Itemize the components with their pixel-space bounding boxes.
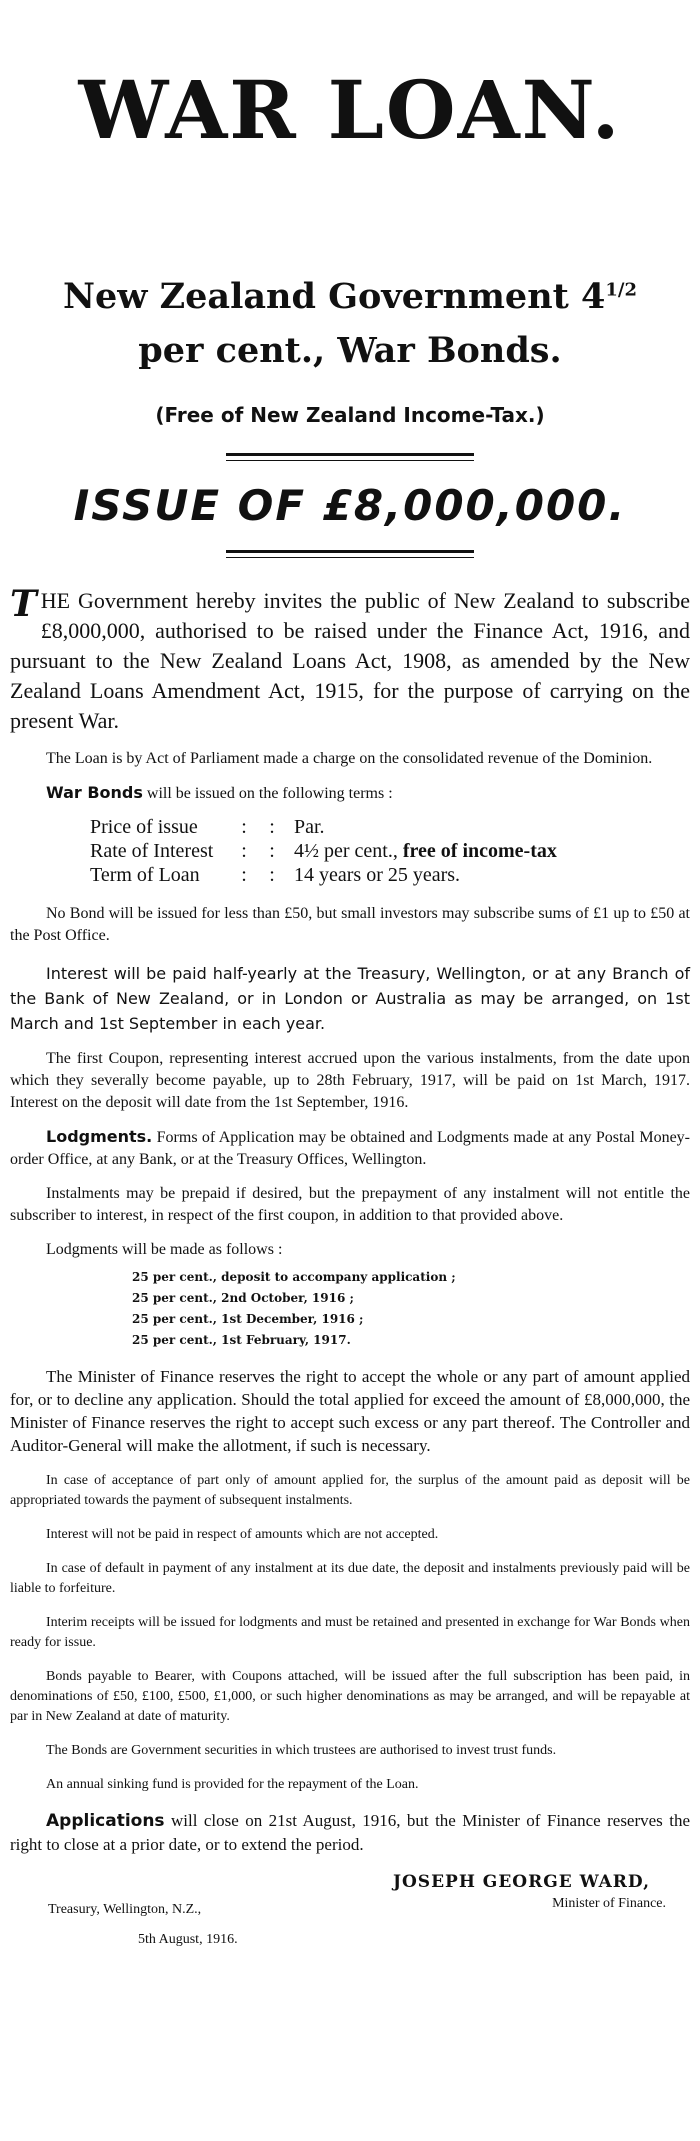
war-bonds-keyword: War Bonds bbox=[46, 782, 143, 802]
para-interest: Interest will be paid half-yearly at the Treasury, Wellington, or at any Branch of the Bank of New Zealand, or in London or Australia as may be arranged, on 1st March and 1st September in each year. bbox=[10, 963, 690, 1033]
subtitle-line2: per cent., War Bonds. bbox=[138, 330, 562, 372]
term-label: Rate of Interest bbox=[90, 839, 214, 862]
divider-top bbox=[226, 453, 474, 461]
term-row: Term of Loan : : 14 years or 25 years. bbox=[90, 863, 461, 886]
footer-date: 5th August, 1916. bbox=[138, 1931, 238, 1947]
divider-bottom bbox=[226, 550, 474, 558]
para-bearer: Bonds payable to Bearer, with Coupons attached, will be issued after the full subscription has been paid, in denominations of £50, £100, £500, £1,000, or such higher denominations as may be arranged, and will be repayable at par in New Zealand at date of maturity. bbox=[10, 1668, 690, 1724]
para-partial: In case of acceptance of part only of amount applied for, the surplus of the amount paid as deposit will be appropriated towards the payment of subsequent instalments. bbox=[10, 1472, 690, 1508]
para-receipts: Interim receipts will be issued for lodgments and must be retained and presented in exchange for War Bonds when ready for issue. bbox=[10, 1614, 690, 1650]
tax-note: (Free of New Zealand Income-Tax.) bbox=[155, 402, 545, 427]
subtitle-fraction: 1/2 bbox=[605, 279, 637, 301]
drop-cap: T bbox=[10, 582, 37, 625]
para-default: In case of default in payment of any instalment at its due date, the deposit and instalments previously paid will be liable to forfeiture. bbox=[10, 1560, 690, 1596]
lodgments-paragraph bbox=[10, 1126, 690, 1171]
war-loan-notice bbox=[0, 63, 700, 2141]
lodgments-intro: Lodgments will be made as follows : bbox=[46, 1240, 283, 1258]
notice-title: WAR LOAN. bbox=[78, 63, 622, 157]
term-row: Rate of Interest : : 4½ per cent., free of income-tax bbox=[90, 839, 557, 862]
intro-text: HE Government hereby invites the public of New Zealand to subscribe £8,000,000, authorised to be raised under the Finance Act, 1916, and pursuant to the New Zealand Loans Act, 1908, as amended by the New Zealand Loans Amendment Act, 1915, for the purpose of carrying on the present War. bbox=[10, 587, 690, 733]
para-prepay: Instalments may be prepaid if desired, but the prepayment of any instalment will not entitle the subscriber to interest, in respect of the first coupon, in addition to that provided above. bbox=[10, 1184, 690, 1224]
signature: JOSEPH GEORGE WARD, bbox=[392, 1871, 650, 1892]
term-value: 4½ per cent., free of income-tax bbox=[294, 839, 557, 862]
subtitle-line1: New Zealand Government 4 bbox=[63, 276, 606, 317]
para-charge: The Loan is by Act of Parliament made a charge on the consolidated revenue of the Dominion. bbox=[46, 749, 653, 767]
para-minister: The Minister of Finance reserves the right to accept the whole or any part of amount applied for, or to decline any application. Should the total applied for exceed the amount of £8,000,000, the Minister of Finance reserves the right to accept such excess or any part thereof. The Controller and Auditor-General will make the allotment, if such is necessary. bbox=[10, 1366, 690, 1455]
lodgment-schedule bbox=[132, 1267, 690, 1351]
applications-text: will close on 21st August, 1916, but the Minister of Finance reserves the right to close at a prior date, or to extend the period. bbox=[10, 1810, 690, 1854]
list-item: 25 per cent., 2nd October, 1916 ; bbox=[132, 1290, 354, 1305]
para-coupon: The first Coupon, representing interest accrued upon the various instalments, from the date upon which they severally become payable, up to 28th February, 1917, will be paid on 1st March, 1917. Interest on the deposit will date from the 1st September, 1916. bbox=[10, 1049, 690, 1111]
applications-keyword: Applications bbox=[46, 1810, 165, 1831]
list-item: 25 per cent., deposit to accompany application ; bbox=[132, 1269, 456, 1284]
lodgments-keyword: Lodgments. bbox=[46, 1126, 153, 1146]
term-value: Par. bbox=[294, 815, 325, 838]
term-label: Price of issue bbox=[90, 815, 198, 838]
footer-place: Treasury, Wellington, N.Z., bbox=[48, 1901, 202, 1917]
notice-subtitle bbox=[10, 270, 690, 379]
para-sinking: An annual sinking fund is provided for the repayment of the Loan. bbox=[46, 1776, 419, 1792]
issue-amount: ISSUE OF £8,000,000. bbox=[73, 480, 627, 530]
footer-role: Minister of Finance. bbox=[552, 1895, 666, 1911]
bond-terms bbox=[90, 815, 690, 887]
applications-paragraph bbox=[10, 1809, 690, 1856]
para-not-accepted: Interest will not be paid in respect of amounts which are not accepted. bbox=[46, 1526, 439, 1542]
war-bonds-text: will be issued on the following terms : bbox=[142, 784, 393, 802]
para-trustees: The Bonds are Government securities in which trustees are authorised to invest trust funds. bbox=[46, 1742, 557, 1758]
list-item: 25 per cent., 1st February, 1917. bbox=[132, 1332, 351, 1347]
list-item: 25 per cent., 1st December, 1916 ; bbox=[132, 1311, 364, 1326]
para-min-bond: No Bond will be issued for less than £50, but small investors may subscribe sums of £1 up to £50 at the Post Office. bbox=[10, 904, 690, 944]
term-row: Price of issue : : Par. bbox=[90, 815, 325, 838]
lodgments-text: Forms of Application may be obtained and Lodgments made at any Postal Money-order Office, at any Bank, or at the Treasury Offices, Wellington. bbox=[10, 1128, 690, 1168]
term-label: Term of Loan bbox=[90, 863, 200, 886]
war-bonds-intro bbox=[10, 782, 690, 805]
footer bbox=[10, 1892, 690, 1952]
term-value: 14 years or 25 years. bbox=[294, 863, 461, 886]
intro-paragraph bbox=[10, 582, 690, 736]
